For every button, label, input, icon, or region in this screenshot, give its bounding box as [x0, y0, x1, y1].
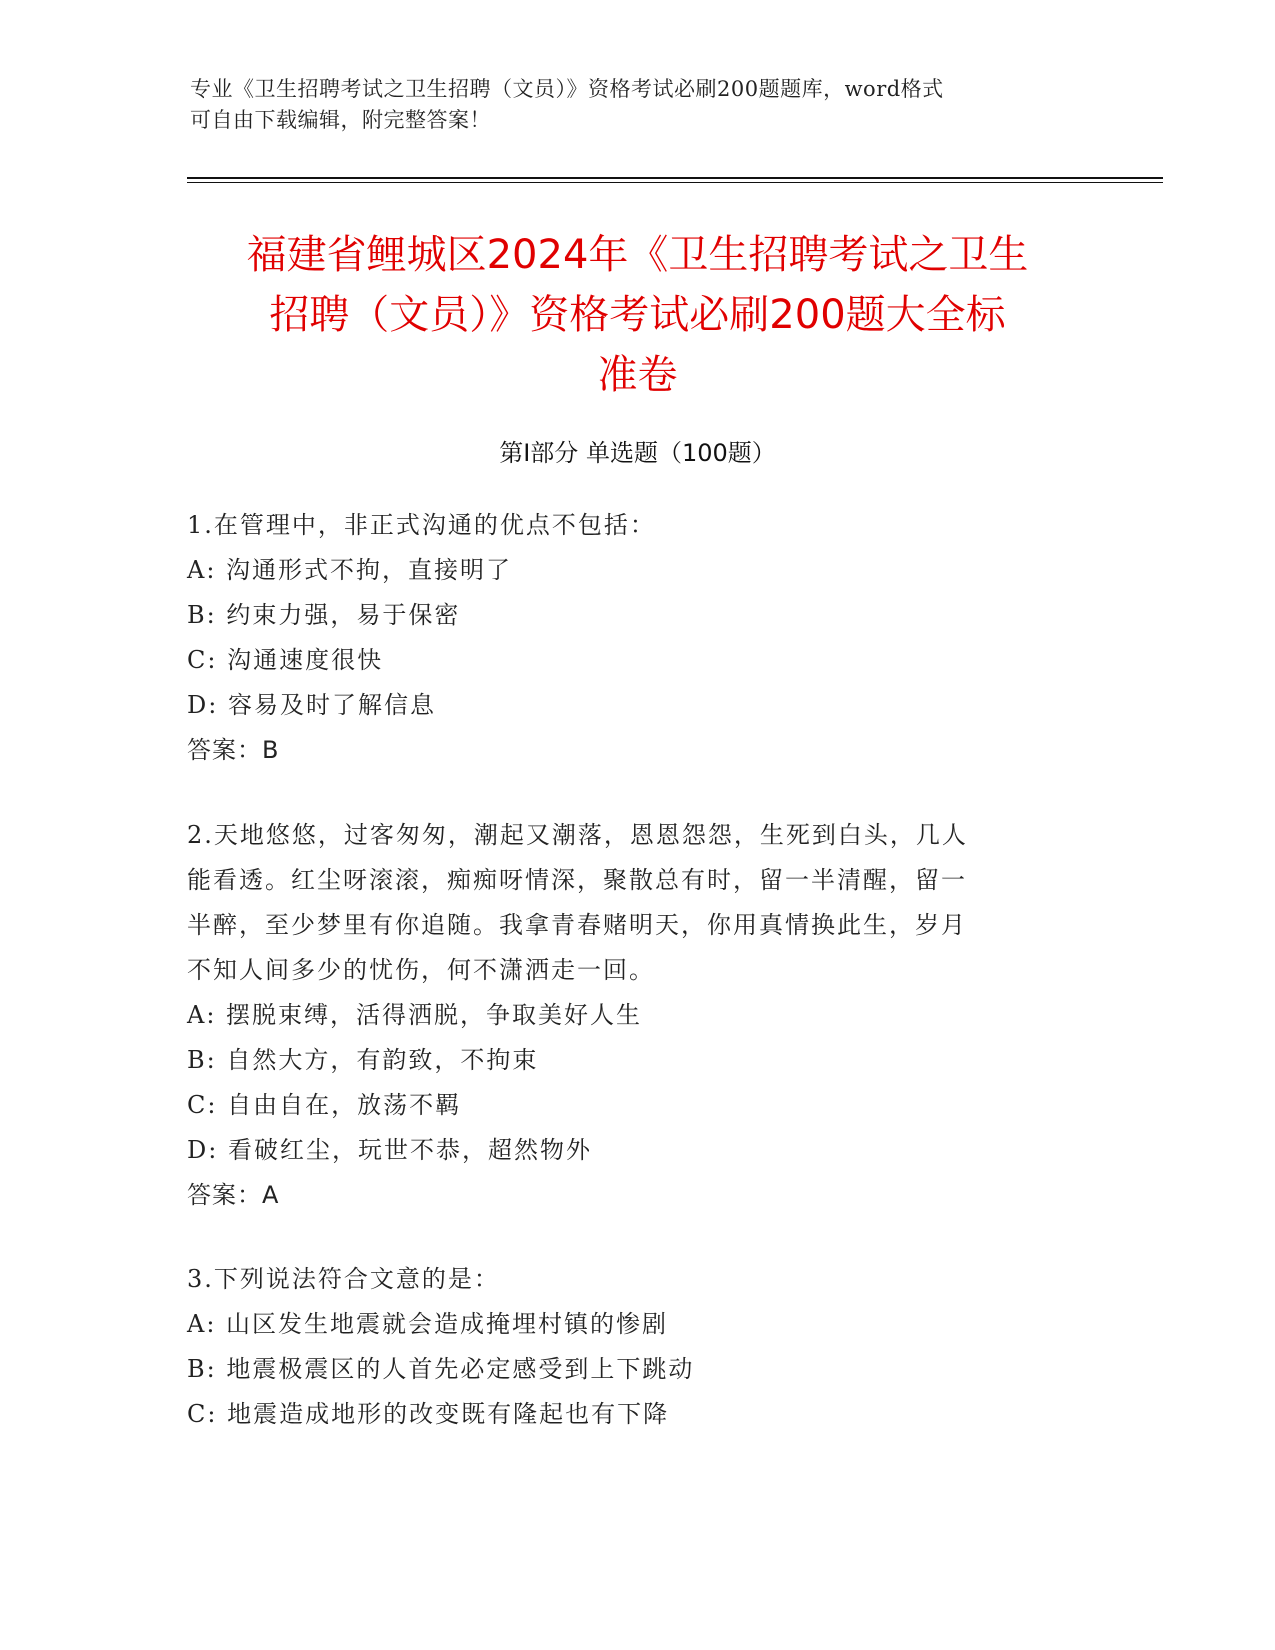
- document-title: [150, 225, 1125, 405]
- option-a: A: 山区发生地震就会造成掩埋村镇的惨剧: [187, 1310, 669, 1338]
- option-d: D: 容易及时了解信息: [187, 691, 436, 719]
- option-c: C: 沟通速度很快: [187, 646, 384, 674]
- option-d: D: 看破红尘，玩世不恭，超然物外: [187, 1136, 592, 1164]
- header-note: [190, 74, 1070, 136]
- header-note-line: 可自由下载编辑，附完整答案！: [190, 108, 491, 132]
- header-divider-thick: [187, 177, 1163, 179]
- document-title-line: 招聘（文员）》资格考试必刷200题大全标: [269, 292, 1006, 338]
- option-a: A: 摆脱束缚，活得洒脱，争取美好人生: [187, 1001, 643, 1029]
- question-3: [187, 1257, 1087, 1437]
- document-title-line: 福建省鲤城区2024年《卫生招聘考试之卫生: [246, 232, 1029, 278]
- question-stem: 2.天地悠悠，过客匆匆，潮起又潮落，恩恩怨怨，生死到白头，几人: [187, 821, 968, 849]
- option-c: C: 地震造成地形的改变既有隆起也有下降: [187, 1400, 670, 1428]
- document-title-line: 准卷: [597, 352, 678, 398]
- option-b: B: 约束力强，易于保密: [187, 601, 461, 629]
- question-stem: 半醉，至少梦里有你追随。我拿青春赌明天，你用真情换此生，岁月: [187, 911, 967, 939]
- option-b: B: 地震极震区的人首先必定感受到上下跳动: [187, 1355, 695, 1383]
- option-c: C: 自由自在，放荡不羁: [187, 1091, 462, 1119]
- section-title: 第Ⅰ部分 单选题（100题）: [499, 439, 776, 467]
- question-stem: 1.在管理中，非正式沟通的优点不包括：: [187, 511, 656, 539]
- header-note-line: 专业《卫生招聘考试之卫生招聘（文员）》资格考试必刷200题题库，word格式: [190, 77, 944, 101]
- answer-label: 答案：A: [187, 1181, 280, 1209]
- question-stem: 3.下列说法符合文意的是：: [187, 1265, 500, 1293]
- option-b: B: 自然大方，有韵致，不拘束: [187, 1046, 539, 1074]
- question-stem: 不知人间多少的忧伤，何不潇洒走一回。: [187, 956, 655, 984]
- question-stem: 能看透。红尘呀滚滚，痴痴呀情深，聚散总有时，留一半清醒，留一: [187, 866, 967, 894]
- option-a: A: 沟通形式不拘，直接明了: [187, 556, 513, 584]
- question-2: [187, 813, 1087, 1218]
- answer-label: 答案：B: [187, 736, 280, 764]
- header-divider-thin: [187, 182, 1163, 183]
- question-1: [187, 503, 1087, 773]
